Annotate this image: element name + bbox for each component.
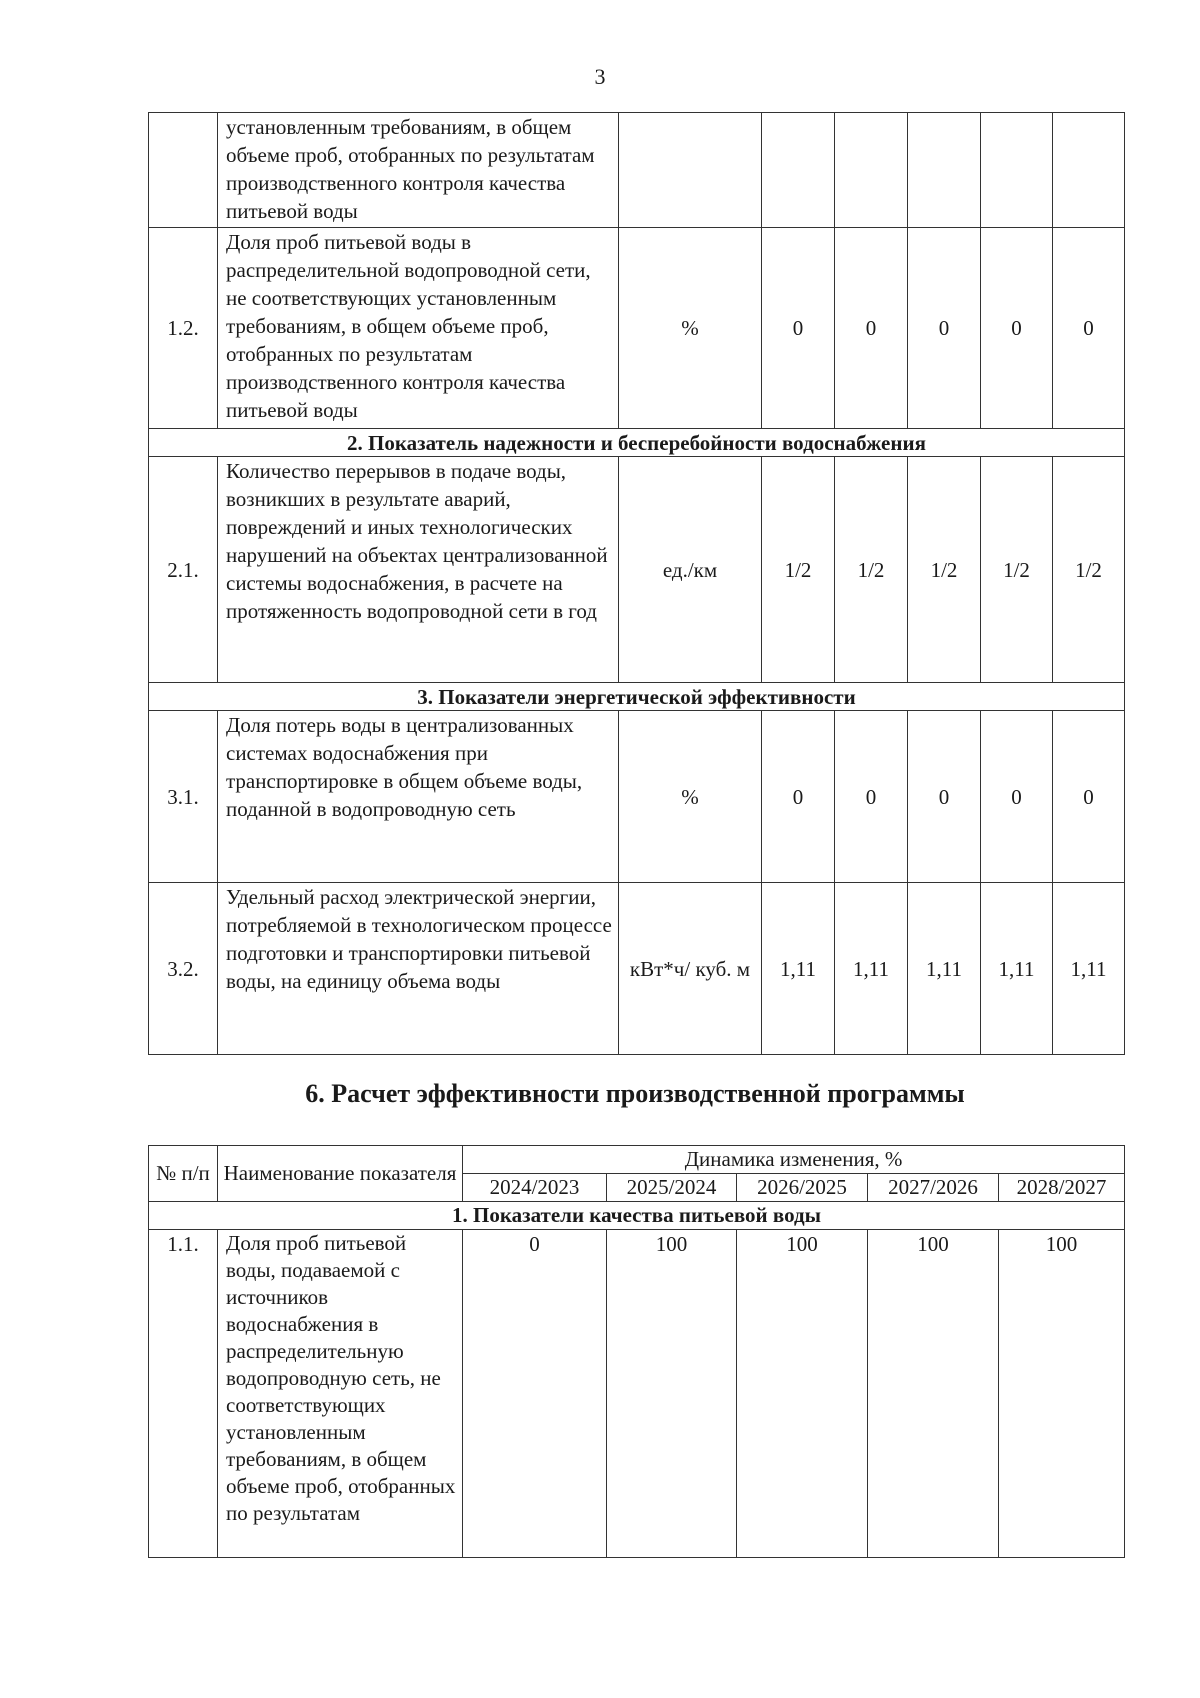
value-cell: 0	[908, 711, 981, 883]
table-row	[149, 457, 1125, 683]
header-row	[149, 1146, 1125, 1174]
header-year: 2026/2025	[737, 1174, 868, 1202]
section-row	[149, 1202, 1125, 1230]
value-cell: 100	[999, 1230, 1125, 1558]
value-cell: 1,11	[908, 883, 981, 1055]
value-cell: 1/2	[835, 457, 908, 683]
value-cell: 0	[762, 228, 835, 429]
unit-cell: кВт*ч/ куб. м	[619, 883, 762, 1055]
indicator-name: Доля проб питьевой воды в распределительной водопроводной сети, не соответствующих установленным требованиям, в общем объеме проб, отобранных по результатам производственного контроля качества питьевой воды	[218, 228, 619, 429]
header-year: 2027/2026	[868, 1174, 999, 1202]
section-row	[149, 429, 1125, 457]
value-cell	[908, 113, 981, 228]
unit-cell: ед./км	[619, 457, 762, 683]
indicator-name: Количество перерывов в подаче воды, возникших в результате аварий, повреждений и иных технологических нарушений на объектах централизованной системы водоснабжения, в расчете на протяженность водопроводной сети в год	[218, 457, 619, 683]
header-year: 2028/2027	[999, 1174, 1125, 1202]
value-cell	[762, 113, 835, 228]
value-cell: 100	[868, 1230, 999, 1558]
indicator-name: Удельный расход электрической энергии, потребляемой в технологическом процессе подготовки и транспортировки питьевой воды, на единицу объема воды	[218, 883, 619, 1055]
value-cell: 100	[607, 1230, 737, 1558]
value-cell: 0	[1053, 711, 1125, 883]
row-number: 3.1.	[149, 711, 218, 883]
value-cell: 1,11	[981, 883, 1053, 1055]
value-cell: 1,11	[762, 883, 835, 1055]
value-cell: 0	[762, 711, 835, 883]
value-cell: 1/2	[762, 457, 835, 683]
unit-cell: %	[619, 228, 762, 429]
table-row	[149, 113, 1125, 228]
table-row	[149, 883, 1125, 1055]
value-cell: 1/2	[908, 457, 981, 683]
value-cell: 1/2	[981, 457, 1053, 683]
header-year: 2024/2023	[463, 1174, 607, 1202]
header-name: Наименование показателя	[218, 1146, 463, 1202]
value-cell: 0	[463, 1230, 607, 1558]
header-number: № п/п	[149, 1146, 218, 1202]
row-number	[149, 113, 218, 228]
section-row	[149, 683, 1125, 711]
section-heading-quality: 1. Показатели качества питьевой воды	[149, 1202, 1125, 1230]
value-cell	[835, 113, 908, 228]
value-cell	[981, 113, 1053, 228]
value-cell: 1,11	[1053, 883, 1125, 1055]
indicator-name: Доля проб питьевой воды, подаваемой с источников водоснабжения в распределительную водопроводную сеть, не соответствующих установленным требованиям, в общем объеме проб, отобранных по результатам	[218, 1230, 463, 1558]
table-row	[149, 1230, 1125, 1558]
table-row	[149, 711, 1125, 883]
section-heading-reliability: 2. Показатель надежности и бесперебойности водоснабжения	[149, 429, 1125, 457]
value-cell: 0	[981, 228, 1053, 429]
value-cell: 0	[835, 228, 908, 429]
value-cell: 1,11	[835, 883, 908, 1055]
indicator-name: установленным требованиям, в общем объеме проб, отобранных по результатам производственного контроля качества питьевой воды	[218, 113, 619, 228]
indicator-name: Доля потерь воды в централизованных системах водоснабжения при транспортировке в общем объеме воды, поданной в водопроводную сеть	[218, 711, 619, 883]
row-number: 3.2.	[149, 883, 218, 1055]
unit-cell: %	[619, 711, 762, 883]
indicators-table	[148, 112, 1125, 1055]
table-row	[149, 228, 1125, 429]
value-cell: 1/2	[1053, 457, 1125, 683]
unit-cell	[619, 113, 762, 228]
value-cell: 100	[737, 1230, 868, 1558]
header-year: 2025/2024	[607, 1174, 737, 1202]
row-number: 1.1.	[149, 1230, 218, 1558]
value-cell: 0	[1053, 228, 1125, 429]
section-heading-energy: 3. Показатели энергетической эффективности	[149, 683, 1125, 711]
efficiency-table	[148, 1145, 1125, 1558]
section-title: 6. Расчет эффективности производственной программы	[305, 1079, 965, 1108]
row-number: 1.2.	[149, 228, 218, 429]
value-cell: 0	[981, 711, 1053, 883]
row-number: 2.1.	[149, 457, 218, 683]
value-cell	[1053, 113, 1125, 228]
header-dynamics: Динамика изменения, %	[463, 1146, 1125, 1174]
page-number: 3	[594, 64, 606, 89]
value-cell: 0	[908, 228, 981, 429]
value-cell: 0	[835, 711, 908, 883]
